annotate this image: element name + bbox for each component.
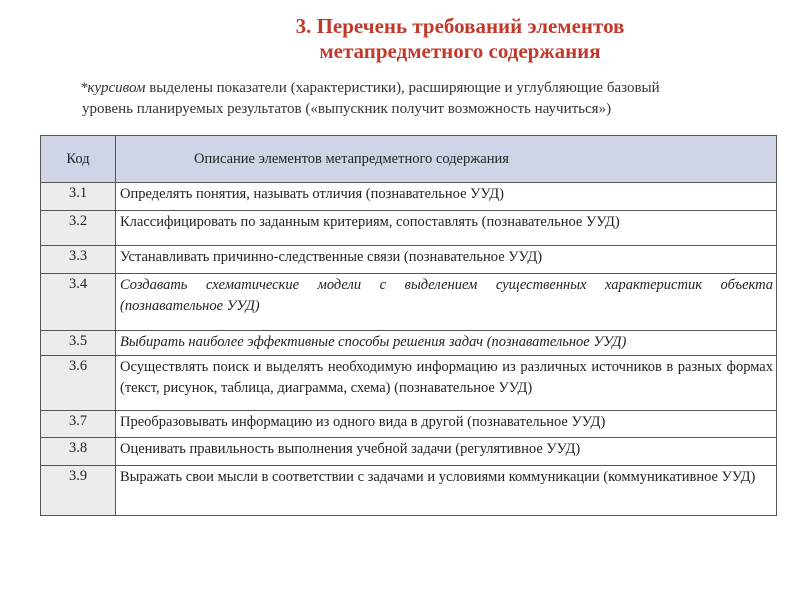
table-row — [41, 411, 777, 438]
note-line-2: уровень планируемых результатов («выпускник получит возможность научиться») — [82, 101, 612, 117]
row-description: Создавать схематические модели с выделением существенных характеристик объекта (познавательное УУД) — [116, 274, 777, 331]
row-description: Выбирать наиболее эффективные способы решения задач (познавательное УУД) — [116, 331, 777, 356]
table-row — [41, 466, 777, 516]
row-description: Определять понятия, называть отличия (познавательное УУД) — [116, 183, 777, 211]
table-row — [41, 331, 777, 356]
table-row — [41, 274, 777, 331]
row-code: 3.2 — [41, 211, 116, 246]
title-line-1: 3. Перечень требований элементов — [295, 14, 625, 38]
table-row — [41, 356, 777, 411]
header-code: Код — [41, 136, 116, 183]
row-description: Выражать свои мысли в соответствии с задачами и условиями коммуникации (коммуникативное УУД) — [116, 466, 777, 516]
row-code: 3.5 — [41, 331, 116, 356]
title-line-2: метапредметного содержания — [319, 39, 601, 63]
row-description: Устанавливать причинно-следственные связи (познавательное УУД) — [116, 246, 777, 274]
italic-note — [80, 78, 780, 120]
row-code: 3.1 — [41, 183, 116, 211]
row-code: 3.7 — [41, 411, 116, 438]
note-line-1-text: выделены показатели (характеристики), расширяющие и углубляющие базовый — [145, 80, 660, 96]
row-code: 3.8 — [41, 438, 116, 466]
row-code: 3.3 — [41, 246, 116, 274]
row-code: 3.9 — [41, 466, 116, 516]
note-italic-word: *курсивом — [80, 80, 146, 96]
table-row — [41, 438, 777, 466]
table-header-row — [41, 136, 777, 183]
table-row — [41, 246, 777, 274]
row-description: Преобразовывать информацию из одного вида в другой (познавательное УУД) — [116, 411, 777, 438]
row-description: Оценивать правильность выполнения учебной задачи (регулятивное УУД) — [116, 438, 777, 466]
page-title — [200, 14, 720, 64]
row-description: Осуществлять поиск и выделять необходимую информацию из различных источников в разных формах (текст, рисунок, таблица, диаграмма, схема) (познавательное УУД) — [116, 356, 777, 411]
row-description: Классифицировать по заданным критериям, сопоставлять (познавательное УУД) — [116, 211, 777, 246]
row-code: 3.6 — [41, 356, 116, 411]
header-description: Описание элементов метапредметного содержания — [116, 136, 777, 183]
table-row — [41, 211, 777, 246]
table-row — [41, 183, 777, 211]
note-line-1 — [80, 78, 780, 99]
row-code: 3.4 — [41, 274, 116, 331]
requirements-table — [40, 135, 777, 516]
